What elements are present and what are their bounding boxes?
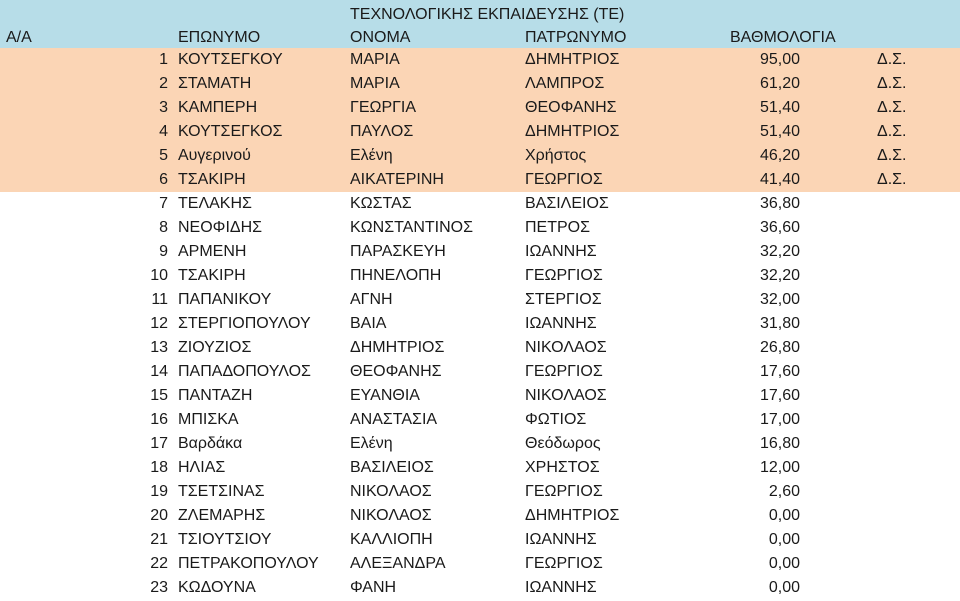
row-father-name: ΓΕΩΡΓΙΟΣ (525, 483, 603, 500)
row-name: ΔΗΜΗΤΡΙΟΣ (350, 339, 445, 356)
table-row (0, 192, 960, 216)
row-name: ΒΑΣΙΛΕΙΟΣ (350, 459, 434, 476)
row-surname: ΠΑΝΤΑΖΗ (178, 387, 253, 404)
row-score: 32,20 (759, 243, 800, 260)
table-row (0, 144, 960, 168)
row-name: ΑΙΚΑΤΕΡΙΝΗ (350, 171, 444, 188)
table-row (0, 240, 960, 264)
row-father-name: ΔΗΜΗΤΡΙΟΣ (525, 51, 620, 68)
row-number: 3 (159, 99, 168, 116)
row-father-name: ΙΩΑΝΝΗΣ (525, 243, 597, 260)
row-father-name: ΙΩΑΝΝΗΣ (525, 531, 597, 548)
row-name: ΦΑΝΗ (350, 579, 397, 596)
row-number: 9 (159, 243, 168, 260)
row-number: 2 (159, 75, 168, 92)
row-score: 16,80 (759, 435, 800, 452)
table-row (0, 504, 960, 528)
row-father-name: ΓΕΩΡΓΙΟΣ (525, 363, 603, 380)
table-row (0, 528, 960, 552)
table-row (0, 480, 960, 504)
table-row (0, 456, 960, 480)
table-row (0, 312, 960, 336)
row-score: 36,60 (759, 219, 800, 236)
table-row (0, 360, 960, 384)
row-name: ΜΑΡΙΑ (350, 51, 400, 68)
row-father-name: ΙΩΑΝΝΗΣ (525, 579, 597, 596)
row-surname: ΤΣΕΤΣΙΝΑΣ (178, 483, 265, 500)
row-father-name: ΓΕΩΡΓΙΟΣ (525, 267, 603, 284)
row-surname: ΠΕΤΡΑΚΟΠΟΥΛΟΥ (178, 555, 319, 572)
row-score: 0,00 (768, 531, 800, 548)
row-score: 95,00 (759, 51, 800, 68)
row-father-name: ΔΗΜΗΤΡΙΟΣ (525, 123, 620, 140)
row-name: ΜΑΡΙΑ (350, 75, 400, 92)
row-note: Δ.Σ. (877, 171, 907, 188)
row-number: 11 (151, 291, 168, 308)
row-name: Ελένη (350, 435, 393, 452)
table-row (0, 288, 960, 312)
row-surname: ΗΛΙΑΣ (178, 459, 226, 476)
table-row (0, 48, 960, 72)
row-score: 32,20 (759, 267, 800, 284)
row-surname: ΠΑΠΑΔΟΠΟΥΛΟΣ (178, 363, 311, 380)
row-surname: ΤΣΑΚΙΡΗ (178, 267, 246, 284)
header-surname: ΕΠΩΝΥΜΟ (178, 29, 261, 46)
row-number: 19 (150, 483, 168, 500)
row-surname: ΜΠΙΣΚΑ (178, 411, 239, 428)
row-name: ΚΩΝΣΤΑΝΤΙΝΟΣ (350, 219, 473, 236)
row-number: 6 (159, 171, 168, 188)
row-name: ΚΩΣΤΑΣ (350, 195, 412, 212)
row-score: 31,80 (759, 315, 800, 332)
row-surname: ΤΣΙΟΥΤΣΙΟΥ (178, 531, 272, 548)
row-number: 4 (159, 123, 168, 140)
row-note: Δ.Σ. (877, 75, 907, 92)
row-score: 2,60 (768, 483, 800, 500)
row-name: ΒΑΙΑ (350, 315, 387, 332)
row-name: ΑΝΑΣΤΑΣΙΑ (350, 411, 438, 428)
table-row (0, 336, 960, 360)
table-row (0, 216, 960, 240)
row-number: 7 (159, 195, 168, 212)
row-surname: ΚΟΥΤΣΕΓΚΟΣ (178, 123, 283, 140)
row-number: 15 (150, 387, 168, 404)
row-surname: ΚΩΔΟΥΝΑ (178, 579, 256, 596)
row-father-name: Χρήστος (525, 147, 587, 164)
table-row (0, 576, 960, 600)
row-surname: Βαρδάκα (178, 435, 243, 452)
row-score: 26,80 (759, 339, 800, 356)
row-father-name: ΛΑΜΠΡΟΣ (525, 75, 605, 92)
row-number: 21 (150, 531, 168, 548)
row-father-name: ΧΡΗΣΤΟΣ (525, 459, 600, 476)
row-father-name: ΠΕΤΡΟΣ (525, 219, 591, 236)
table-row (0, 408, 960, 432)
row-name: ΕΥΑΝΘΙΑ (350, 387, 420, 404)
row-surname: ΚΟΥΤΣΕΓΚΟΥ (178, 51, 283, 68)
row-number: 8 (159, 219, 168, 236)
row-father-name: ΦΩΤΙΟΣ (525, 411, 587, 428)
row-number: 13 (150, 339, 168, 356)
table-row (0, 552, 960, 576)
row-surname: ΤΣΑΚΙΡΗ (178, 171, 246, 188)
row-note: Δ.Σ. (877, 99, 907, 116)
row-score: 51,40 (759, 99, 800, 116)
row-score: 12,00 (759, 459, 800, 476)
header-father: ΠΑΤΡΩΝΥΜΟ (525, 29, 627, 46)
row-number: 14 (150, 363, 168, 380)
header-name: ΟΝΟΜΑ (350, 29, 411, 46)
row-score: 46,20 (759, 147, 800, 164)
row-score: 17,60 (759, 363, 800, 380)
row-score: 51,40 (759, 123, 800, 140)
table-row (0, 432, 960, 456)
header-score: ΒΑΘΜΟΛΟΓΙΑ (730, 29, 836, 46)
row-score: 17,00 (759, 411, 800, 428)
row-note: Δ.Σ. (877, 123, 907, 140)
row-surname: ΖΙΟΥΖΙΟΣ (178, 339, 252, 356)
row-surname: ΣΤΑΜΑΤΗ (178, 75, 252, 92)
row-name: ΑΓΝΗ (350, 291, 393, 308)
row-score: 0,00 (768, 579, 800, 596)
row-score: 17,60 (759, 387, 800, 404)
row-score: 32,00 (759, 291, 800, 308)
row-number: 17 (150, 435, 168, 452)
row-name: ΑΛΕΞΑΝΔΡΑ (350, 555, 446, 572)
row-number: 16 (150, 411, 168, 428)
row-name: Ελένη (350, 147, 393, 164)
row-name: ΝΙΚΟΛΑΟΣ (350, 507, 432, 524)
table-row (0, 72, 960, 96)
row-name: ΠΗΝΕΛΟΠΗ (350, 267, 442, 284)
row-score: 61,20 (759, 75, 800, 92)
row-name: ΝΙΚΟΛΑΟΣ (350, 483, 432, 500)
row-note: Δ.Σ. (877, 51, 907, 68)
row-father-name: ΣΤΕΡΓΙΟΣ (525, 291, 602, 308)
table-row (0, 168, 960, 192)
row-number: 12 (150, 315, 168, 332)
row-name: ΚΑΛΛΙΟΠΗ (350, 531, 433, 548)
row-father-name: ΝΙΚΟΛΑΟΣ (525, 339, 607, 356)
row-number: 23 (150, 579, 168, 596)
row-number: 10 (150, 267, 168, 284)
row-father-name: ΔΗΜΗΤΡΙΟΣ (525, 507, 620, 524)
row-surname: ΝΕΟΦΙΔΗΣ (178, 219, 263, 236)
row-score: 41,40 (759, 171, 800, 188)
row-name: ΠΑΡΑΣΚΕΥΗ (350, 243, 446, 260)
row-father-name: ΓΕΩΡΓΙΟΣ (525, 171, 603, 188)
table-row (0, 120, 960, 144)
row-father-name: ΓΕΩΡΓΙΟΣ (525, 555, 603, 572)
row-father-name: ΒΑΣΙΛΕΙΟΣ (525, 195, 609, 212)
row-surname: ΤΕΛΑΚΗΣ (178, 195, 252, 212)
row-name: ΓΕΩΡΓΙΑ (350, 99, 417, 116)
row-father-name: Θεόδωρος (525, 435, 601, 452)
sheet-title: ΤΕΧΝΟΛΟΓΙΚΗΣ ΕΚΠΑΙΔΕΥΣΗΣ (ΤΕ) (350, 6, 625, 23)
row-father-name: ΝΙΚΟΛΑΟΣ (525, 387, 607, 404)
row-score: 36,80 (759, 195, 800, 212)
header-aa: Α/Α (6, 29, 32, 46)
row-name: ΘΕΟΦΑΝΗΣ (350, 363, 442, 380)
table-row (0, 264, 960, 288)
table-row (0, 384, 960, 408)
row-score: 0,00 (768, 507, 800, 524)
row-father-name: ΘΕΟΦΑΝΗΣ (525, 99, 617, 116)
row-number: 20 (150, 507, 168, 524)
row-father-name: ΙΩΑΝΝΗΣ (525, 315, 597, 332)
row-surname: ΣΤΕΡΓΙΟΠΟΥΛΟΥ (178, 315, 311, 332)
row-surname: ΖΛΕΜΑΡΗΣ (178, 507, 266, 524)
row-score: 0,00 (768, 555, 800, 572)
row-surname: Αυγερινού (178, 147, 251, 164)
row-number: 18 (150, 459, 168, 476)
row-surname: ΠΑΠΑΝΙΚΟΥ (178, 291, 272, 308)
row-note: Δ.Σ. (877, 147, 907, 164)
row-number: 5 (159, 147, 168, 164)
table-header (0, 0, 960, 48)
row-surname: ΚΑΜΠΕΡΗ (178, 99, 258, 116)
row-name: ΠΑΥΛΟΣ (350, 123, 414, 140)
table-row (0, 96, 960, 120)
row-number: 22 (150, 555, 168, 572)
row-surname: ΑΡΜΕΝΗ (178, 243, 247, 260)
row-number: 1 (159, 51, 168, 68)
